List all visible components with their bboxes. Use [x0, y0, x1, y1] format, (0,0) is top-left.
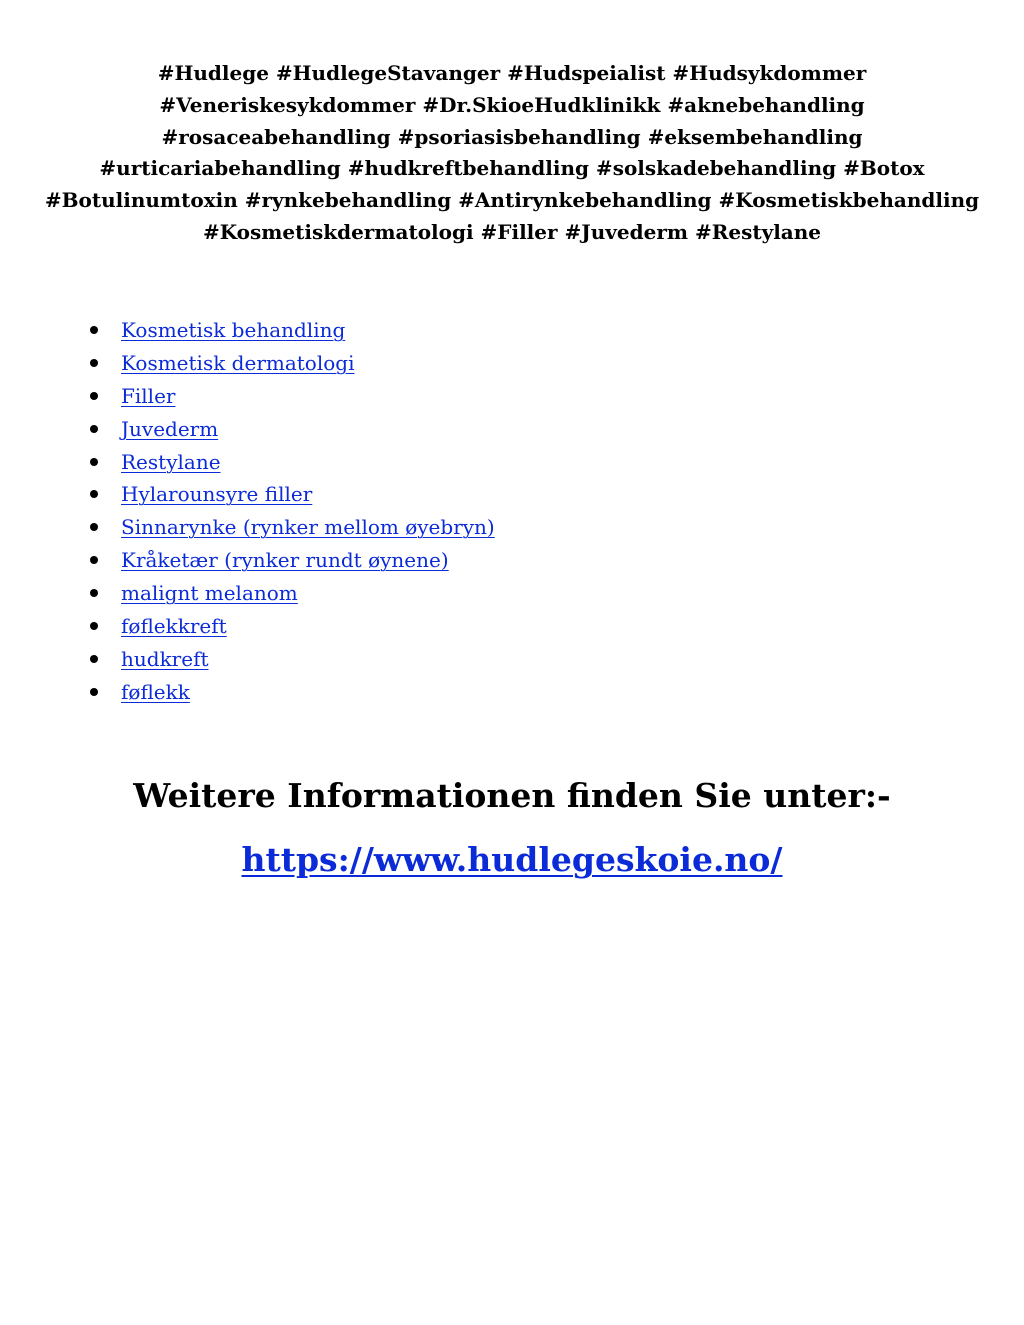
- list-item: [121, 347, 495, 380]
- bullet-icon: [90, 392, 98, 400]
- topic-links-list: [0, 314, 495, 709]
- list-item: [121, 577, 495, 610]
- bullet-icon: [90, 589, 98, 597]
- list-item: [121, 446, 495, 479]
- list-item: [121, 380, 495, 413]
- link-kosmetisk-behandling[interactable]: Kosmetisk behandling: [121, 318, 346, 342]
- list-item: [121, 610, 495, 643]
- website-link-wrapper: [0, 836, 1024, 884]
- bullet-icon: [90, 326, 98, 334]
- hashtag-line: #rosaceabehandling #psoriasisbehandling #eksembehandling: [161, 124, 863, 149]
- link-sinnarynke[interactable]: Sinnarynke (rynker mellom øyebryn): [121, 515, 495, 540]
- bullet-icon: [90, 425, 98, 433]
- bullet-icon: [90, 556, 98, 564]
- list-item: [121, 511, 495, 544]
- link-hylarounsyre-filler[interactable]: Hylarounsyre filler: [121, 482, 313, 507]
- list-item: [121, 643, 495, 676]
- list-item: [121, 314, 495, 347]
- link-malignt-melanom[interactable]: malignt melanom: [121, 581, 298, 606]
- bullet-icon: [90, 523, 98, 531]
- link-foflekk[interactable]: føflekk: [121, 679, 190, 704]
- bullet-icon: [90, 655, 98, 663]
- bullet-icon: [90, 622, 98, 630]
- bullet-icon: [90, 688, 98, 696]
- list-item: [121, 478, 495, 511]
- bullet-icon: [90, 490, 98, 498]
- hashtag-line: #Veneriskesykdommer #Dr.SkioeHudklinikk #aknebehandling: [159, 92, 865, 117]
- hashtag-line: #urticariabehandling #hudkreftbehandling #solskadebehandling #Botox: [99, 156, 925, 181]
- link-restylane[interactable]: Restylane: [121, 449, 221, 474]
- website-link[interactable]: https://www.hudlegeskoie.no/: [241, 840, 783, 879]
- hashtag-paragraph: [40, 58, 984, 249]
- link-foflekkreft[interactable]: føflekkreft: [121, 614, 227, 639]
- link-kraketaer[interactable]: Kråketær (rynker rundt øynene): [121, 548, 449, 573]
- hashtag-line: #Kosmetiskdermatologi #Filler #Juvederm #Restylane: [202, 219, 822, 244]
- hashtag-line: #Hudlege #HudlegeStavanger #Hudspeialist #Hudsykdommer: [157, 61, 867, 85]
- list-item: [121, 676, 495, 709]
- link-juvederm[interactable]: Juvederm: [121, 416, 219, 441]
- bullet-icon: [90, 458, 98, 466]
- link-kosmetisk-dermatologi[interactable]: Kosmetisk dermatologi: [121, 350, 355, 375]
- bullet-icon: [90, 359, 98, 367]
- list-item: [121, 544, 495, 577]
- hashtag-line: #Botulinumtoxin #rynkebehandling #Antirynkebehandling #Kosmetiskbehandling: [44, 188, 980, 213]
- link-hudkreft[interactable]: hudkreft: [121, 646, 209, 671]
- link-filler[interactable]: Filler: [121, 383, 176, 408]
- more-info-heading: Weitere Informationen finden Sie unter:-: [133, 776, 891, 815]
- list-item: [121, 413, 495, 446]
